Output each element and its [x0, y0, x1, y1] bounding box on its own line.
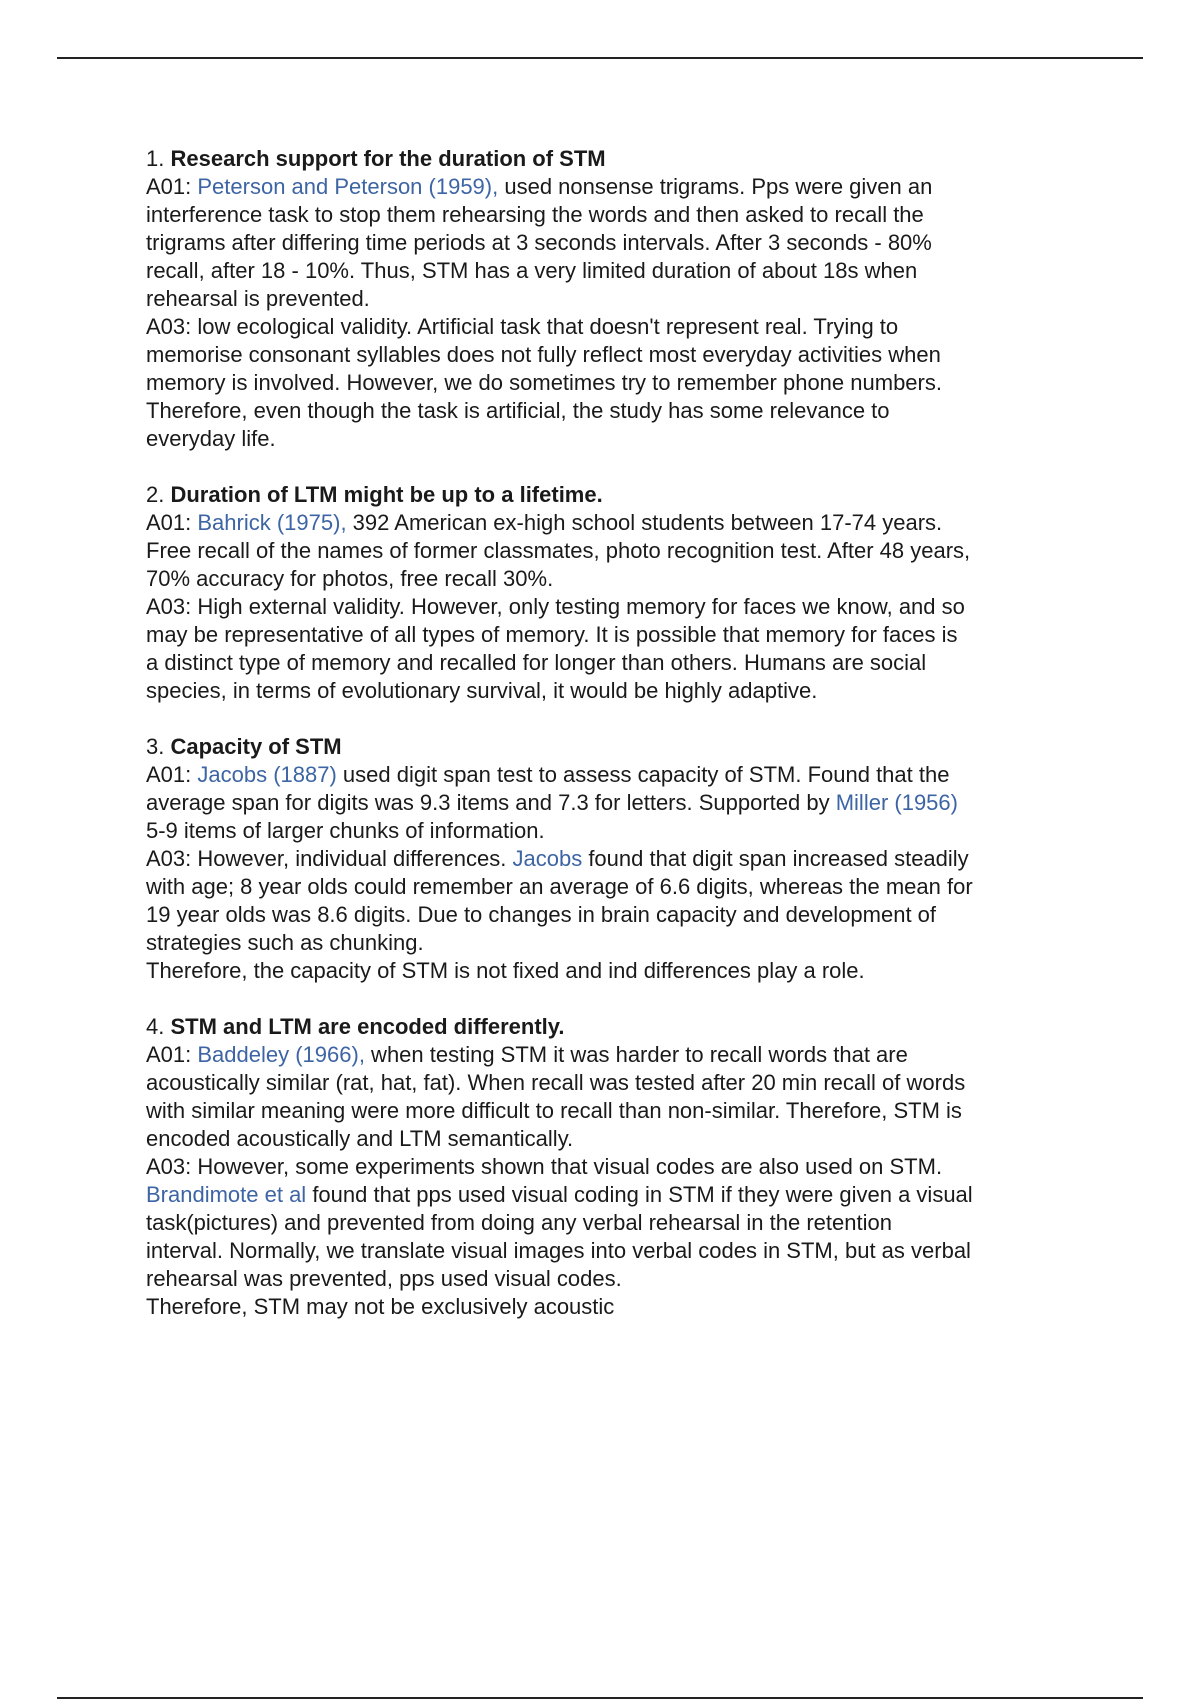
a03-line: A03: However, individual differences. Jacobs found that digit span increased steadily [146, 846, 969, 871]
text-line: average span for digits was 9.3 items and 7.3 for letters. Supported by Miller (1956) [146, 790, 958, 815]
text-line: with similar meaning were more difficult to recall than non-similar. Therefore, STM is [146, 1098, 962, 1123]
text-line: encoded acoustically and LTM semantically. [146, 1126, 574, 1151]
a01-line: A01: Peterson and Peterson (1959), used nonsense trigrams. Pps were given an [146, 174, 933, 199]
text-line: a distinct type of memory and recalled for longer than others. Humans are social [146, 650, 927, 675]
citation: Brandimote et al [146, 1182, 307, 1207]
text-line: rehearsal is prevented. [146, 286, 370, 311]
section-title: Capacity of STM [170, 734, 342, 759]
text-line: strategies such as chunking. [146, 930, 424, 955]
text-line: may be representative of all types of memory. It is possible that memory for faces is [146, 622, 958, 647]
text-line: interference task to stop them rehearsing the words and then asked to recall the [146, 202, 924, 227]
text-line: memory is involved. However, we do sometimes try to remember phone numbers. [146, 370, 942, 395]
text-line: interval. Normally, we translate visual images into verbal codes in STM, but as verbal [146, 1238, 971, 1263]
section-title: Duration of LTM might be up to a lifetime. [170, 482, 603, 507]
text-line: 19 year olds was 8.6 digits. Due to changes in brain capacity and development of [146, 902, 937, 927]
text-line: everyday life. [146, 426, 276, 451]
text-line: acoustically similar (rat, hat, fat). When recall was tested after 20 min recall of words [146, 1070, 966, 1095]
citation: Miller (1956) [835, 790, 958, 815]
a03-line: A03: However, some experiments shown that visual codes are also used on STM. [146, 1154, 943, 1179]
text-line: Therefore, STM may not be exclusively acoustic [146, 1294, 615, 1319]
text-line: Brandimote et al found that pps used visual coding in STM if they were given a visual [146, 1182, 973, 1207]
section-1 [146, 145, 1066, 453]
a01-line: A01: Jacobs (1887) used digit span test to assess capacity of STM. Found that the [146, 762, 950, 787]
text-line: recall, after 18 - 10%. Thus, STM has a very limited duration of about 18s when [146, 258, 918, 283]
bottom-rule [57, 1697, 1143, 1699]
text-line: Therefore, even though the task is artificial, the study has some relevance to [146, 398, 890, 423]
text-line: rehearsal was prevented, pps used visual codes. [146, 1266, 622, 1291]
section-title: Research support for the duration of STM [170, 146, 606, 171]
citation: Baddeley (1966), [197, 1042, 365, 1067]
text-line: trigrams after differing time periods at 3 seconds intervals. After 3 seconds - 80% [146, 230, 932, 255]
document-body [146, 145, 1066, 1349]
section-4 [146, 1013, 1066, 1321]
section-heading: 1. Research support for the duration of STM [146, 146, 606, 171]
section-2 [146, 481, 1066, 705]
a03-line: A03: High external validity. However, only testing memory for faces we know, and so [146, 594, 965, 619]
top-rule [57, 57, 1143, 59]
text-line: Therefore, the capacity of STM is not fixed and ind differences play a role. [146, 958, 865, 983]
citation: Jacobs (1887) [197, 762, 337, 787]
section-heading: 4. STM and LTM are encoded differently. [146, 1014, 565, 1039]
text-line: with age; 8 year olds could remember an average of 6.6 digits, whereas the mean for [146, 874, 973, 899]
text-line: Free recall of the names of former classmates, photo recognition test. After 48 years, [146, 538, 971, 563]
citation: Bahrick (1975), [197, 510, 347, 535]
section-heading: 3. Capacity of STM [146, 734, 342, 759]
text-line: task(pictures) and prevented from doing any verbal rehearsal in the retention [146, 1210, 892, 1235]
section-heading: 2. Duration of LTM might be up to a lifetime. [146, 482, 603, 507]
section-title: STM and LTM are encoded differently. [170, 1014, 565, 1039]
citation: Jacobs [512, 846, 583, 871]
a01-line: A01: Baddeley (1966), when testing STM it was harder to recall words that are [146, 1042, 908, 1067]
text-line: 70% accuracy for photos, free recall 30%. [146, 566, 554, 591]
text-line: species, in terms of evolutionary survival, it would be highly adaptive. [146, 678, 818, 703]
a01-line: A01: Bahrick (1975), 392 American ex-high school students between 17-74 years. [146, 510, 943, 535]
citation: Peterson and Peterson (1959), [197, 174, 499, 199]
a03-line: A03: low ecological validity. Artificial task that doesn't represent real. Trying to [146, 314, 899, 339]
text-line: memorise consonant syllables does not fully reflect most everyday activities when [146, 342, 941, 367]
section-3 [146, 733, 1066, 985]
text-line: 5-9 items of larger chunks of information. [146, 818, 545, 843]
